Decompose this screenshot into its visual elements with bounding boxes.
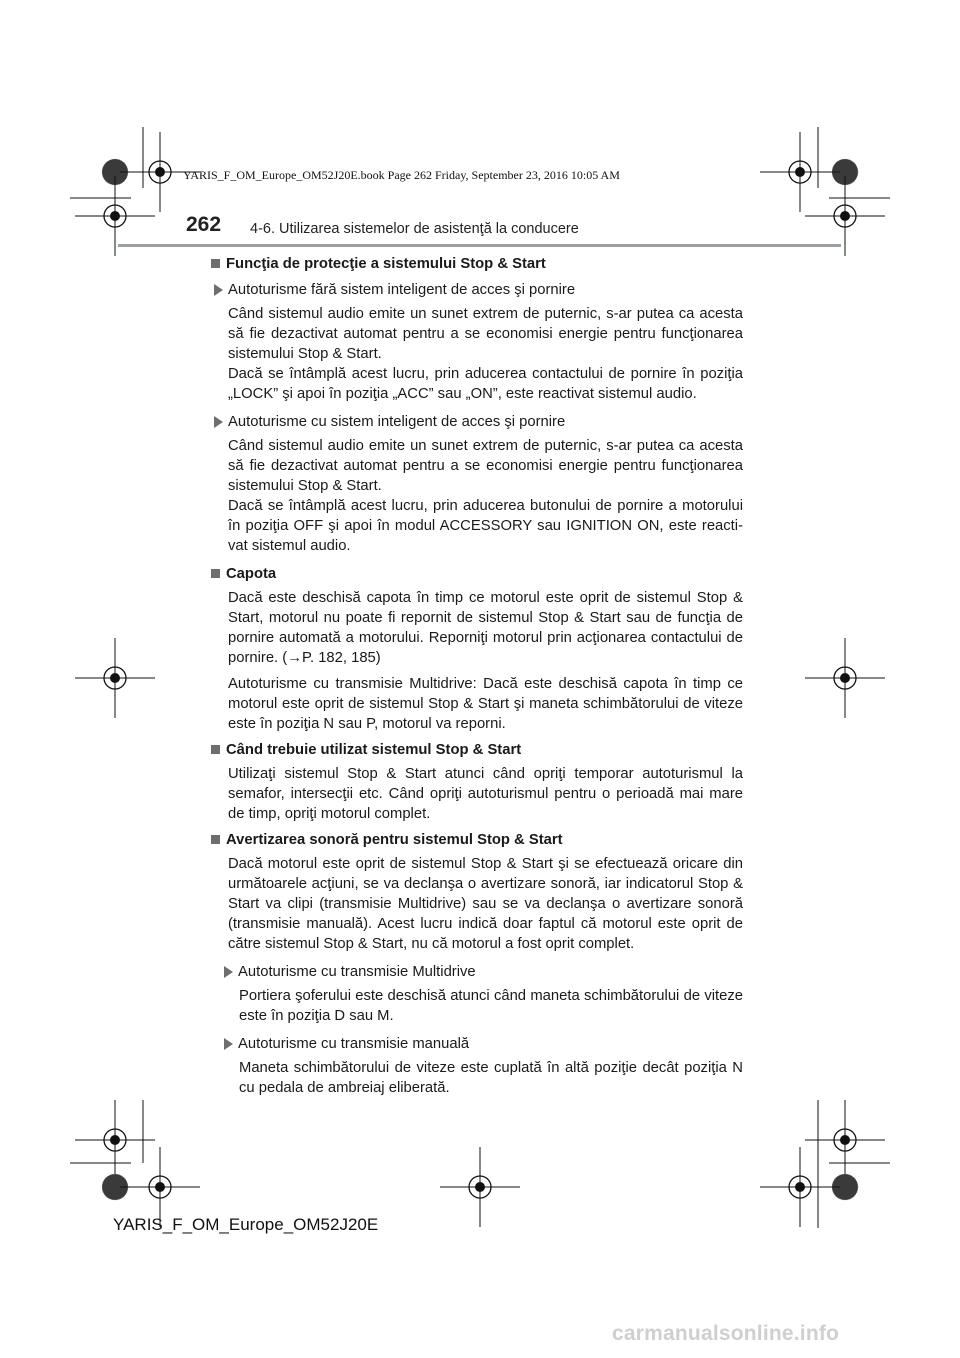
section-heading-text: Avertizarea sonoră pentru sistemul Stop & Start (226, 832, 563, 848)
paragraph-line: Când sistemul audio emite un sunet extrem de puternic, s-ar putea ca acesta să fie dezactivat automat pentru a se economisi energie pentru funcţionarea sistemului Stop & Start. (228, 306, 743, 362)
subsection-heading-text: Autoturisme fără sistem inteligent de acces şi pornire (228, 282, 576, 298)
section-heading (210, 830, 743, 850)
section-title: 4-6. Utilizarea sistemelor de asistenţă la conducere (250, 221, 579, 237)
subsection-heading (210, 412, 743, 432)
section-heading-text: Capota (226, 566, 277, 582)
section-heading (210, 564, 743, 584)
triangle-bullet-icon (224, 966, 233, 978)
footer-code: YARIS_F_OM_Europe_OM52J20E (113, 1215, 379, 1234)
square-bullet-icon (211, 835, 220, 844)
square-bullet-icon (211, 745, 220, 754)
paragraph: Dacă motorul este oprit de sistemul Stop & Start şi se efectuează oricare din următoarele acţiuni, se va declanşa o avertizare sonoră, iar indicatorul Stop & Start va clipi (transmisie Multidrive) sau se va declanşa o avertizare sonoră (transmisie manuală). Acest lucru indică doar faptul că motorul este oprit de către sistemul Stop & Start, nu că motorul a fost oprit complet. (228, 856, 743, 952)
paragraph-line: Dacă se întâmplă acest lucru, prin aducerea contactului de pornire în poziţia „LOCK” şi apoi în poziţia „ACC” sau „ON”, este reactivat sistemul audio. (228, 366, 743, 402)
section-heading (210, 254, 743, 274)
paragraph (210, 436, 743, 556)
square-bullet-icon (211, 259, 220, 268)
subsection-heading-text: Autoturisme cu sistem inteligent de acces şi pornire (228, 414, 566, 430)
paragraph: Dacă este deschisă capota în timp ce motorul este oprit de sistemul Stop & Start, motorul nu poate fi repornit de sistemul Stop & Start sau de funcţia de pornire automată a motorului. Reporniţi motorul prin acţionarea contactului de pornire. (→P. 182, 185) (228, 590, 743, 666)
paragraph-line: Când sistemul audio emite un sunet extrem de puternic, s-ar putea ca acesta să fie dezactivat automat pentru a se economisi energie pentru funcţionarea sistemului Stop & Start. (228, 438, 743, 494)
header-rule (118, 244, 841, 247)
page-number: 262 (186, 213, 222, 236)
paragraph: Autoturisme cu transmisie Multidrive: Dacă este deschisă capota în timp ce motorul este oprit de sistemul Stop & Start şi maneta schimbătorului de viteze este în poziţia N sau P, motorul va reporni. (228, 676, 743, 732)
section-heading-text: Când trebuie utilizat sistemul Stop & Start (226, 742, 522, 758)
triangle-bullet-icon (214, 284, 223, 296)
page-content (210, 254, 743, 1104)
subsection-heading-text: Autoturisme cu transmisie manuală (238, 1036, 470, 1052)
subsection-heading (210, 280, 743, 300)
paragraph (210, 304, 743, 404)
subsection-heading-text: Autoturisme cu transmisie Multidrive (238, 964, 476, 980)
book-slug: YARIS_F_OM_Europe_OM52J20E.book Page 262 Friday, September 23, 2016 10:05 AM (183, 168, 620, 182)
paragraph-line: Dacă se întâmplă acest lucru, prin aducerea butonului de pornire a motorului în poziţia OFF şi apoi în modul ACCESSORY sau IGNITION ON, este reacti-vat sistemul audio. (228, 498, 743, 554)
section-heading (210, 740, 743, 760)
watermark: carmanualsonline.info (612, 1322, 840, 1345)
paragraph: Portiera şoferului este deschisă atunci când maneta schimbătorului de viteze este în poziţia D sau M. (239, 988, 743, 1024)
paragraph: Utilizaţi sistemul Stop & Start atunci când opriţi temporar autoturismul la semafor, intersecţii etc. Când opriţi autoturismul pentru o perioadă mai mare de timp, opriţi motorul complet. (228, 766, 743, 822)
triangle-bullet-icon (224, 1038, 233, 1050)
triangle-bullet-icon (214, 416, 223, 428)
section-heading-text: Funcţia de protecţie a sistemului Stop & Start (226, 256, 546, 272)
subsection-heading (210, 962, 743, 982)
subsection-heading (210, 1034, 743, 1054)
square-bullet-icon (211, 569, 220, 578)
paragraph: Maneta schimbătorului de viteze este cuplată în altă poziţie decât poziţia N cu pedala de ambreiaj eliberată. (239, 1060, 743, 1096)
